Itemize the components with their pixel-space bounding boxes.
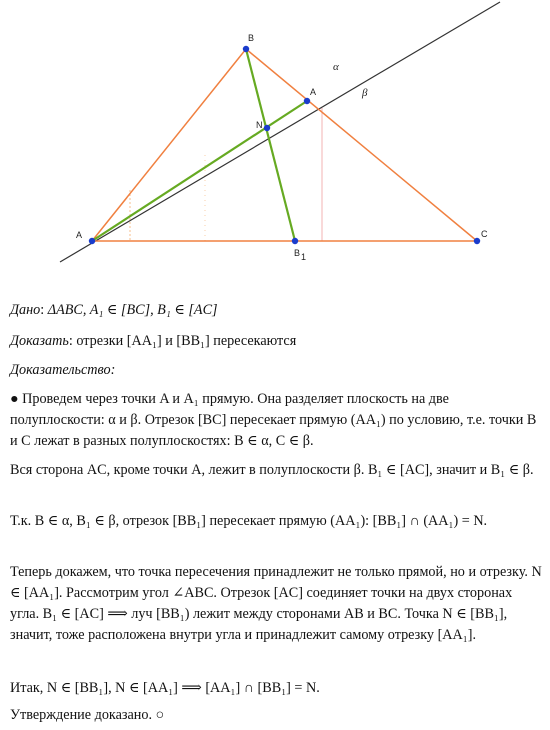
proof-paragraph-4: Теперь докажем, что точка пересечения принадлежит не только прямой, но и отрезку. N ∈ [AA₁]. Рассмотрим угол ∠ABC. Отрезок [AC] соединяет точки на двух сторонах угла. B₁ ∈ [AC] ⟹ луч [BB₁) лежит между сторонами AB и BC. Точка N ∈ [BB₁], значит, тоже расположена внутри угла и принадлежит самому отрезку [AA₁]. — [10, 564, 542, 643]
line-aa1 — [60, 2, 500, 262]
point-a1 — [304, 98, 310, 104]
segment-aa1 — [92, 101, 307, 241]
label-n: N — [256, 120, 263, 130]
prove-statement: отрезки [AA₁] и [BB₁] пересекаются — [76, 333, 297, 349]
proof-paragraph-1: ● Проведем через точки A и A₁ прямую. Она разделяет плоскость на две полуплоскости: α и β. Отрезок [BC] пересекает прямую (AA₁) по условию, т.е. точки B и C лежат в разных полуплоскостях: B ∈ α, C ∈ β. — [10, 391, 537, 449]
given-line: Дано: ΔABC, A₁ ∈ [BC], B₁ ∈ [AC] — [10, 302, 218, 318]
label-a: A — [76, 230, 83, 240]
label-b: B — [248, 33, 255, 43]
side-ab — [92, 49, 246, 241]
segment-bb1 — [246, 49, 295, 241]
triangle-figure — [0, 0, 550, 290]
label-alpha: α — [333, 61, 339, 73]
given-statement: ΔABC, A₁ ∈ [BC], B₁ ∈ [AC] — [47, 302, 218, 318]
point-a — [89, 238, 95, 244]
label-b1-sub: 1 — [301, 252, 307, 262]
proof-paragraph-3: Т.к. B ∈ α, B₁ ∈ β, отрезок [BB₁] пересекает прямую (AA₁): [BB₁] ∩ (AA₁) = N. — [10, 513, 488, 529]
point-b1 — [292, 238, 298, 244]
prove-line: Доказать: отрезки [AA₁] и [BB₁] пересекаются — [10, 333, 297, 349]
proof-label: Доказательство: — [10, 362, 116, 378]
proof-paragraph-6: Утверждение доказано. ○ — [10, 707, 165, 723]
label-a1: A — [310, 87, 317, 97]
label-beta: β — [362, 87, 368, 99]
prove-label: Доказать — [10, 333, 69, 349]
given-label: Дано — [10, 302, 41, 318]
point-n — [264, 125, 270, 131]
label-c: C — [481, 229, 488, 239]
label-b1: B — [294, 248, 301, 258]
side-bc — [246, 49, 477, 241]
proof-paragraph-5: Итак, N ∈ [BB₁], N ∈ [AA₁] ⟹ [AA₁] ∩ [BB₁] = N. — [10, 680, 320, 696]
point-b — [243, 46, 249, 52]
point-c — [474, 238, 480, 244]
proof-paragraph-2: Вся сторона AC, кроме точки A, лежит в полуплоскости β. B₁ ∈ [AC], значит и B₁ ∈ β. — [10, 462, 534, 478]
